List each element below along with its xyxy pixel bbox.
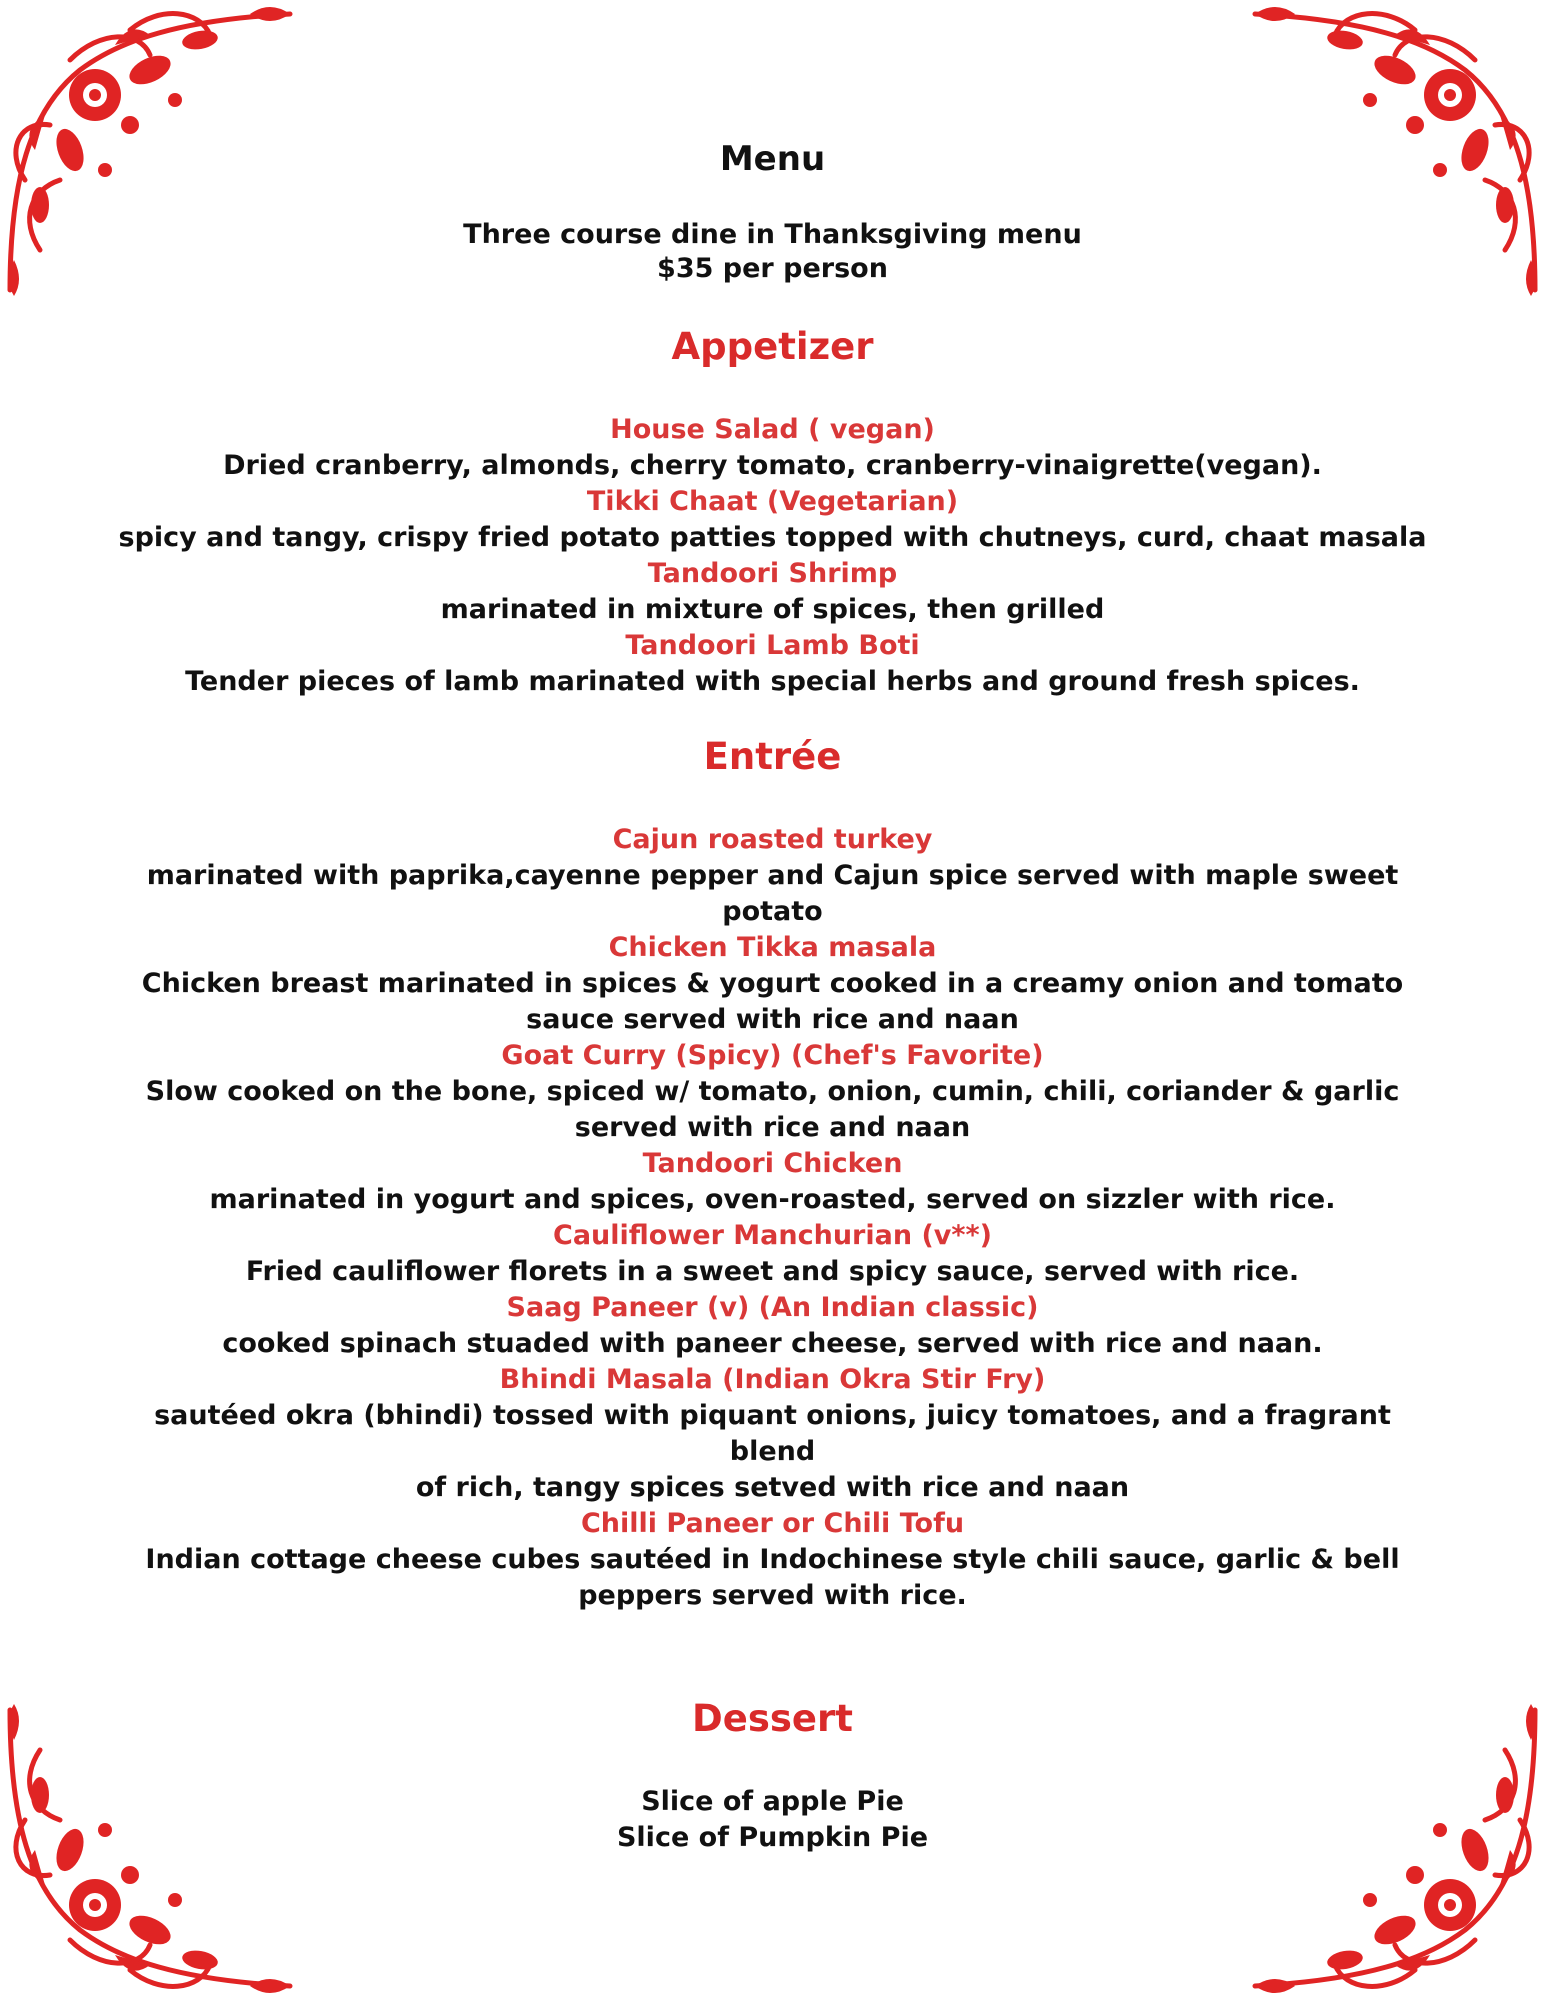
menu-item-description: Chicken breast marinated in spices & yogurt cooked in a creamy onion and tomato: [141, 968, 1404, 999]
menu-item-description-cont: potato: [722, 896, 823, 927]
menu-item-name: Tandoori Chicken: [642, 1148, 903, 1179]
menu-item-name: Bhindi Masala (Indian Okra Stir Fry): [499, 1364, 1046, 1395]
menu-subtitle-line: Three course dine in Thanksgiving menu: [463, 219, 1082, 250]
menu-item-description: Slow cooked on the bone, spiced w/ tomato, onion, cumin, chili, coriander & garlic: [145, 1076, 1400, 1107]
menu-item-name: Chilli Paneer or Chili Tofu: [580, 1508, 965, 1539]
menu-item-description-cont: of rich, tangy spices setved with rice and naan: [415, 1472, 1130, 1503]
menu-item-name: Saag Paneer (v) (An Indian classic): [506, 1292, 1039, 1323]
menu-item-name: Cajun roasted turkey: [612, 824, 933, 855]
menu-content: [110, 138, 1435, 1856]
menu-subtitle: [110, 218, 1435, 286]
entree-heading: Entrée: [703, 735, 842, 778]
menu-item-description-cont: served with rice and naan: [574, 1112, 971, 1143]
menu-item-name: Goat Curry (Spicy) (Chef's Favorite): [501, 1040, 1044, 1071]
dessert-list: [110, 1784, 1435, 1856]
appetizer-list: [110, 412, 1435, 700]
menu-item-name: Tandoori Shrimp: [647, 558, 898, 589]
menu-item-description: Indian cottage cheese cubes sautéed in Indochinese style chili sauce, garlic & bell: [145, 1544, 1400, 1575]
dessert-item: Slice of Pumpkin Pie: [616, 1822, 929, 1853]
menu-item-description-cont: sauce served with rice and naan: [526, 1004, 1019, 1035]
menu-item-description: Tender pieces of lamb marinated with special herbs and ground fresh spices.: [185, 666, 1360, 697]
dessert-heading: Dessert: [692, 1697, 853, 1740]
menu-item: [110, 1218, 1435, 1290]
dessert-item: Slice of apple Pie: [641, 1786, 904, 1817]
entree-list: [110, 822, 1435, 1614]
menu-item: [110, 1362, 1435, 1506]
menu-item: [110, 822, 1435, 930]
menu-item-description: marinated in mixture of spices, then grilled: [440, 594, 1105, 625]
menu-item-description: cooked spinach stuaded with paneer cheese, served with rice and naan.: [222, 1328, 1323, 1359]
menu-item-description: Dried cranberry, almonds, cherry tomato, cranberry-vinaigrette(vegan).: [223, 450, 1322, 481]
menu-item-description: Fried cauliflower florets in a sweet and spicy sauce, served with rice.: [245, 1256, 1300, 1287]
menu-item-description: marinated in yogurt and spices, oven-roasted, served on sizzler with rice.: [209, 1184, 1336, 1215]
menu-item: [110, 412, 1435, 484]
menu-item: [110, 628, 1435, 700]
menu-item-description-cont: peppers served with rice.: [578, 1580, 967, 1611]
menu-title: Menu: [719, 139, 826, 179]
menu-item: [110, 484, 1435, 556]
menu-item: [110, 556, 1435, 628]
menu-item-name: House Salad ( vegan): [610, 414, 935, 445]
menu-item-name: Tandoori Lamb Boti: [625, 630, 920, 661]
menu-item: [110, 1290, 1435, 1362]
menu-item-description: marinated with paprika,cayenne pepper and Cajun spice served with maple sweet: [146, 860, 1399, 891]
menu-item: [110, 930, 1435, 1038]
menu-item-name: Chicken Tikka masala: [608, 932, 937, 963]
menu-item: [110, 1038, 1435, 1146]
menu-item-name: Tikki Chaat (Vegetarian): [586, 486, 959, 517]
menu-item-description: sautéed okra (bhindi) tossed with piquant onions, juicy tomatoes, and a fragrant blend: [154, 1400, 1391, 1467]
appetizer-heading: Appetizer: [671, 325, 874, 368]
menu-item-description: spicy and tangy, crispy fried potato patties topped with chutneys, curd, chaat masala: [118, 522, 1427, 553]
menu-price-line: $35 per person: [657, 253, 888, 284]
menu-item: [110, 1146, 1435, 1218]
menu-item: [110, 1506, 1435, 1614]
menu-item-name: Cauliflower Manchurian (v**): [553, 1220, 992, 1251]
